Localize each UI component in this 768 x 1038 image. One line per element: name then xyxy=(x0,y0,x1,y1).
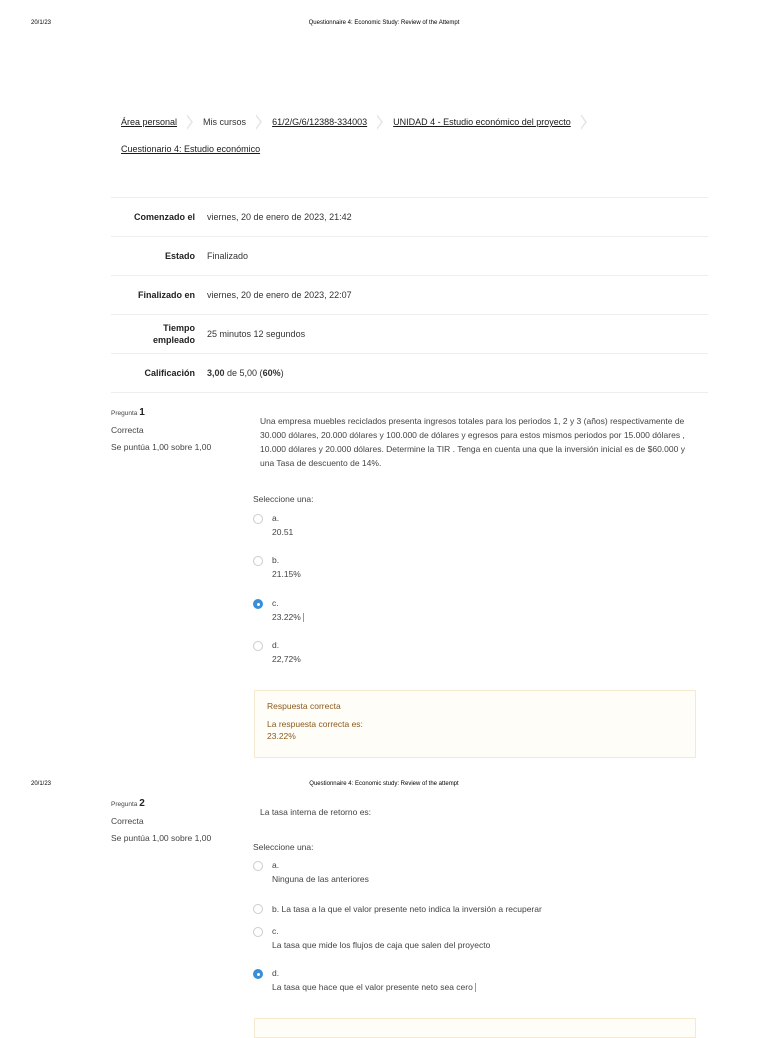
option-letter: a. xyxy=(272,860,280,870)
breadcrumb-area-personal[interactable]: Área personal xyxy=(121,117,178,127)
print-header xyxy=(0,778,768,790)
question-score: Se puntúa 1,00 sobre 1,00 xyxy=(111,833,212,843)
q1-feedback xyxy=(254,690,696,758)
grade-total: de 5,00 ( xyxy=(224,368,263,378)
option-text: La tasa que hace que el valor presente neto sea cero xyxy=(272,982,473,992)
summary-grade xyxy=(207,368,284,378)
breadcrumb xyxy=(121,114,721,157)
q2-option-c[interactable] xyxy=(253,926,490,952)
summary-label: Estado xyxy=(164,251,195,261)
q1-option-b[interactable] xyxy=(253,555,301,581)
text-cursor-icon xyxy=(475,983,476,992)
question-2-info xyxy=(111,798,221,850)
breadcrumb-separator-icon xyxy=(187,114,193,130)
summary-row-time-taken xyxy=(111,315,708,354)
summary-value: 25 minutos 12 segundos xyxy=(207,329,306,339)
print-header xyxy=(0,17,768,29)
option-letter: a. xyxy=(272,513,280,523)
option-letter: c. xyxy=(272,926,279,936)
option-text: La tasa a la que el valor presente neto indica la inversión a recuperar xyxy=(281,904,542,914)
summary-value: viernes, 20 de enero de 2023, 22:07 xyxy=(207,290,352,300)
radio-unchecked-icon[interactable] xyxy=(253,861,263,871)
question-1-text: Una empresa muebles reciclados presenta ingresos totales para los periodos 1, 2 y 3 (años) respectivamente de 30.000 dólares, 20.000 dólares y 100.000 de dólares y egresos para estos mismos periodos por 15.000 dólares , 10.000 dólares y 20.000 dólares. Determine la TIR . Tenga en cuenta una que la inversión inicial es de $60.000 y una Tasa de descuento de 14%. xyxy=(260,416,685,468)
radio-checked-icon[interactable] xyxy=(253,969,263,979)
option-text: La tasa que mide los flujos de caja que salen del proyecto xyxy=(272,940,491,950)
q1-option-a[interactable] xyxy=(253,513,293,539)
summary-row-state xyxy=(111,237,708,276)
radio-unchecked-icon[interactable] xyxy=(253,927,263,937)
summary-row-started xyxy=(111,198,708,237)
breadcrumb-separator-icon xyxy=(256,114,262,130)
print-title: Questionnaire 4: Economic study: Review of the attempt xyxy=(309,781,459,787)
q2-option-d[interactable] xyxy=(253,968,476,994)
option-letter: c. xyxy=(272,598,279,608)
option-text: 20.51 xyxy=(272,527,294,537)
attempt-summary-table xyxy=(111,197,708,393)
summary-row-grade xyxy=(111,354,708,393)
radio-unchecked-icon[interactable] xyxy=(253,514,263,524)
summary-label: Finalizado en xyxy=(137,290,195,300)
question-number xyxy=(111,407,221,419)
grade-points: 3,00 xyxy=(207,368,225,378)
question-1-info xyxy=(111,407,221,459)
q2-feedback xyxy=(254,1018,696,1038)
question-number-value: 1 xyxy=(139,407,145,418)
option-letter: b. xyxy=(272,555,280,565)
option-text: 23.22% xyxy=(272,612,301,622)
question-status: Correcta xyxy=(111,816,144,826)
option-text: Ninguna de las anteriores xyxy=(272,874,369,884)
q2-option-b[interactable] xyxy=(253,903,542,916)
summary-row-finished xyxy=(111,276,708,315)
print-date: 20/1/23 xyxy=(31,781,52,787)
grade-close: ) xyxy=(280,368,284,378)
breadcrumb-unit[interactable]: UNIDAD 4 - Estudio económico del proyecto xyxy=(393,117,571,127)
option-letter: d. xyxy=(272,968,280,978)
breadcrumb-separator-icon xyxy=(581,114,587,130)
breadcrumb-mis-cursos[interactable]: Mis cursos xyxy=(203,117,247,127)
breadcrumb-quiz[interactable]: Cuestionario 4: Estudio económico xyxy=(121,144,261,154)
select-one-label: Seleccione una: xyxy=(253,494,314,504)
q1-option-c[interactable] xyxy=(253,598,304,624)
q2-option-a[interactable] xyxy=(253,860,369,886)
radio-unchecked-icon[interactable] xyxy=(253,641,263,651)
option-letter: b. xyxy=(272,904,280,914)
text-cursor-icon xyxy=(303,613,304,622)
question-score: Se puntúa 1,00 sobre 1,00 xyxy=(111,442,212,452)
feedback-answer: 23.22% xyxy=(267,731,296,741)
radio-unchecked-icon[interactable] xyxy=(253,556,263,566)
print-title: Questionnaire 4: Economic Study: Review of the Attempt xyxy=(308,20,460,26)
question-prefix: Pregunta xyxy=(111,410,138,417)
print-date: 20/1/23 xyxy=(31,20,52,26)
radio-unchecked-icon[interactable] xyxy=(253,904,263,914)
question-2-text: La tasa interna de retorno es: xyxy=(260,807,372,817)
question-status: Correcta xyxy=(111,425,144,435)
feedback-title: Respuesta correcta xyxy=(267,701,341,711)
select-one-label: Seleccione una: xyxy=(253,842,314,852)
breadcrumb-separator-icon xyxy=(377,114,383,130)
summary-value: viernes, 20 de enero de 2023, 21:42 xyxy=(207,212,352,222)
option-text: 22,72% xyxy=(272,654,301,664)
question-prefix: Pregunta xyxy=(111,801,138,808)
summary-label: Calificación xyxy=(144,368,195,378)
breadcrumb-course[interactable]: 61/2/G/6/12388-334003 xyxy=(272,117,368,127)
question-number xyxy=(111,798,221,810)
grade-percent: 60% xyxy=(262,368,281,378)
radio-checked-icon[interactable] xyxy=(253,599,263,609)
summary-label: Comenzado el xyxy=(133,212,195,222)
feedback-line: La respuesta correcta es: xyxy=(267,719,363,729)
summary-label: Tiempo empleado xyxy=(152,323,195,345)
question-number-value: 2 xyxy=(139,798,145,809)
q1-option-d[interactable] xyxy=(253,640,301,666)
option-letter: d. xyxy=(272,640,280,650)
option-text: 21.15% xyxy=(272,569,301,579)
summary-value: Finalizado xyxy=(207,251,249,261)
